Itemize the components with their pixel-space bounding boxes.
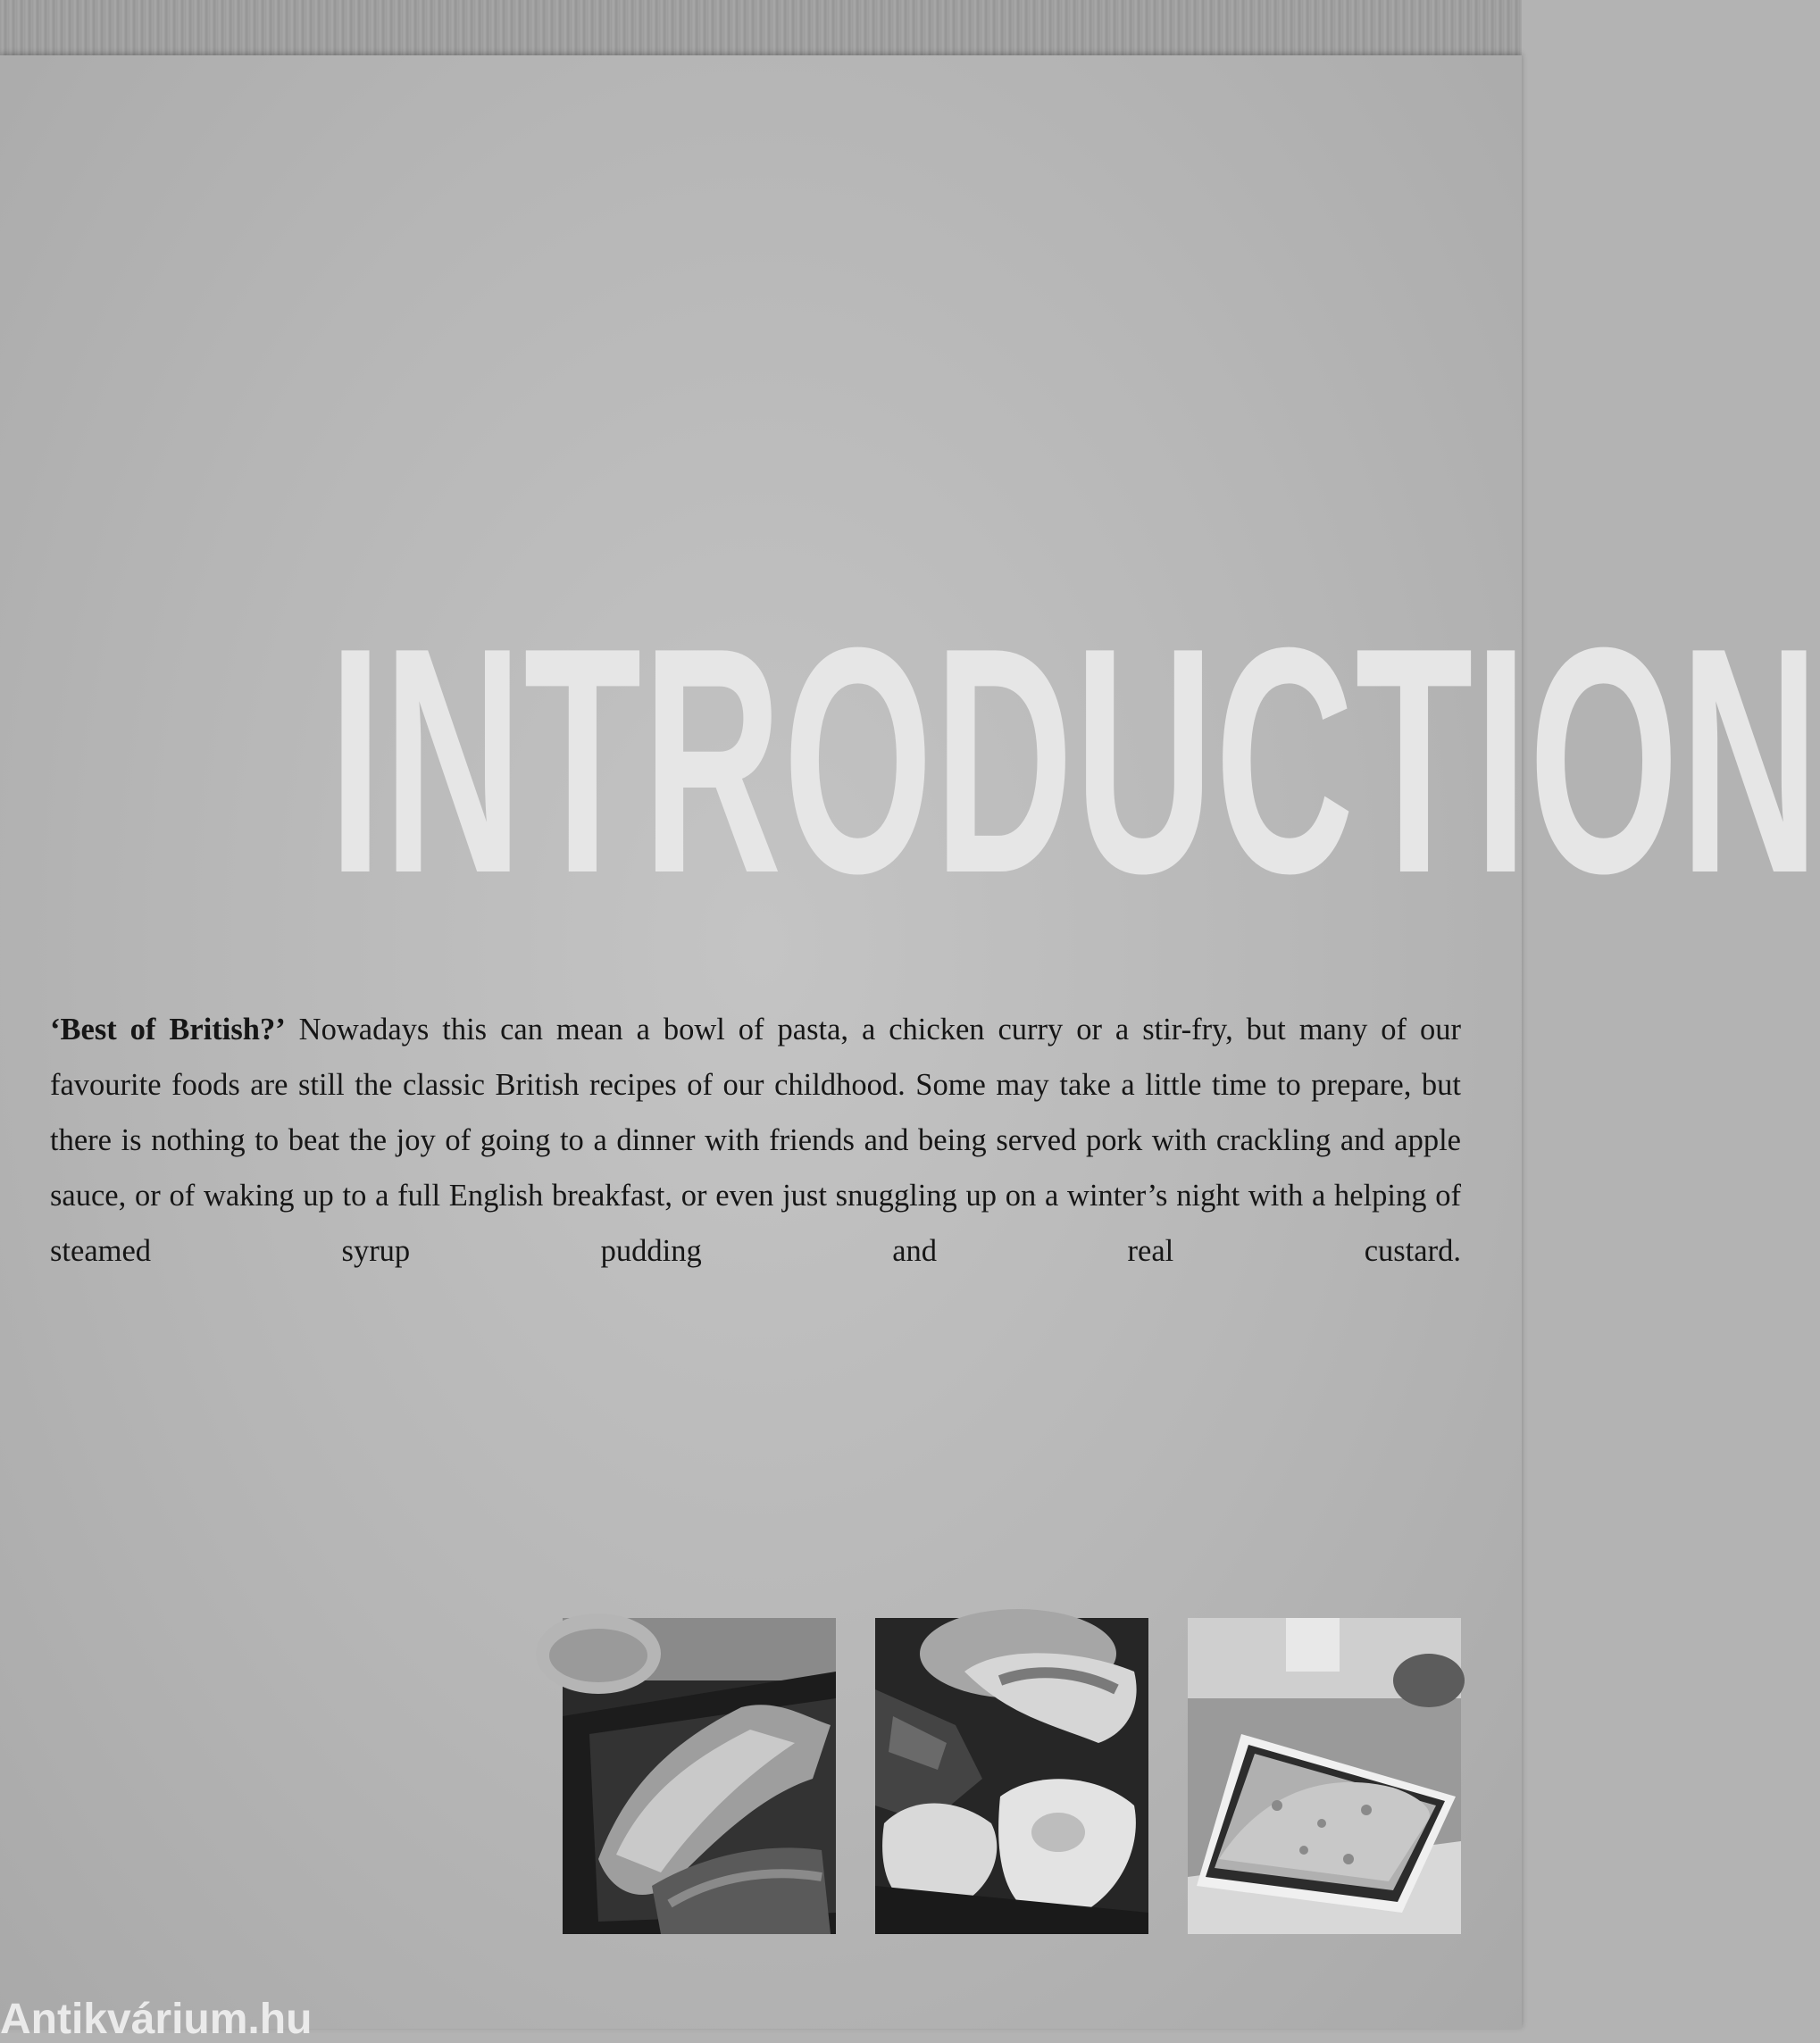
intro-text: Nowadays this can mean a bowl of pasta, a chicken curry or a stir-fry, but many of our favourite foods are still the classic British recipes of our childhood. Some may take a little time to prepare, but there is nothing to beat the joy of going to a dinner with friends and being served pork with crackling and apple sauce, or of waking up to a full English breakfast, or even just snuggling up on a winter’s night with a helping of steamed syrup pudding and real custard. [50, 1013, 1461, 1268]
watermark: Antikvárium.hu [0, 1996, 313, 2043]
photo-crumble-dish [1188, 1618, 1461, 1934]
photo-english-breakfast [875, 1618, 1148, 1934]
intro-lead: ‘Best of British?’ [50, 1013, 286, 1047]
wood-surface [0, 0, 1522, 61]
book-page [0, 55, 1820, 2029]
page-title: INTRODUCTION [328, 581, 1820, 940]
intro-paragraph [50, 1002, 1461, 1279]
photo-roast-pork [563, 1618, 836, 1934]
